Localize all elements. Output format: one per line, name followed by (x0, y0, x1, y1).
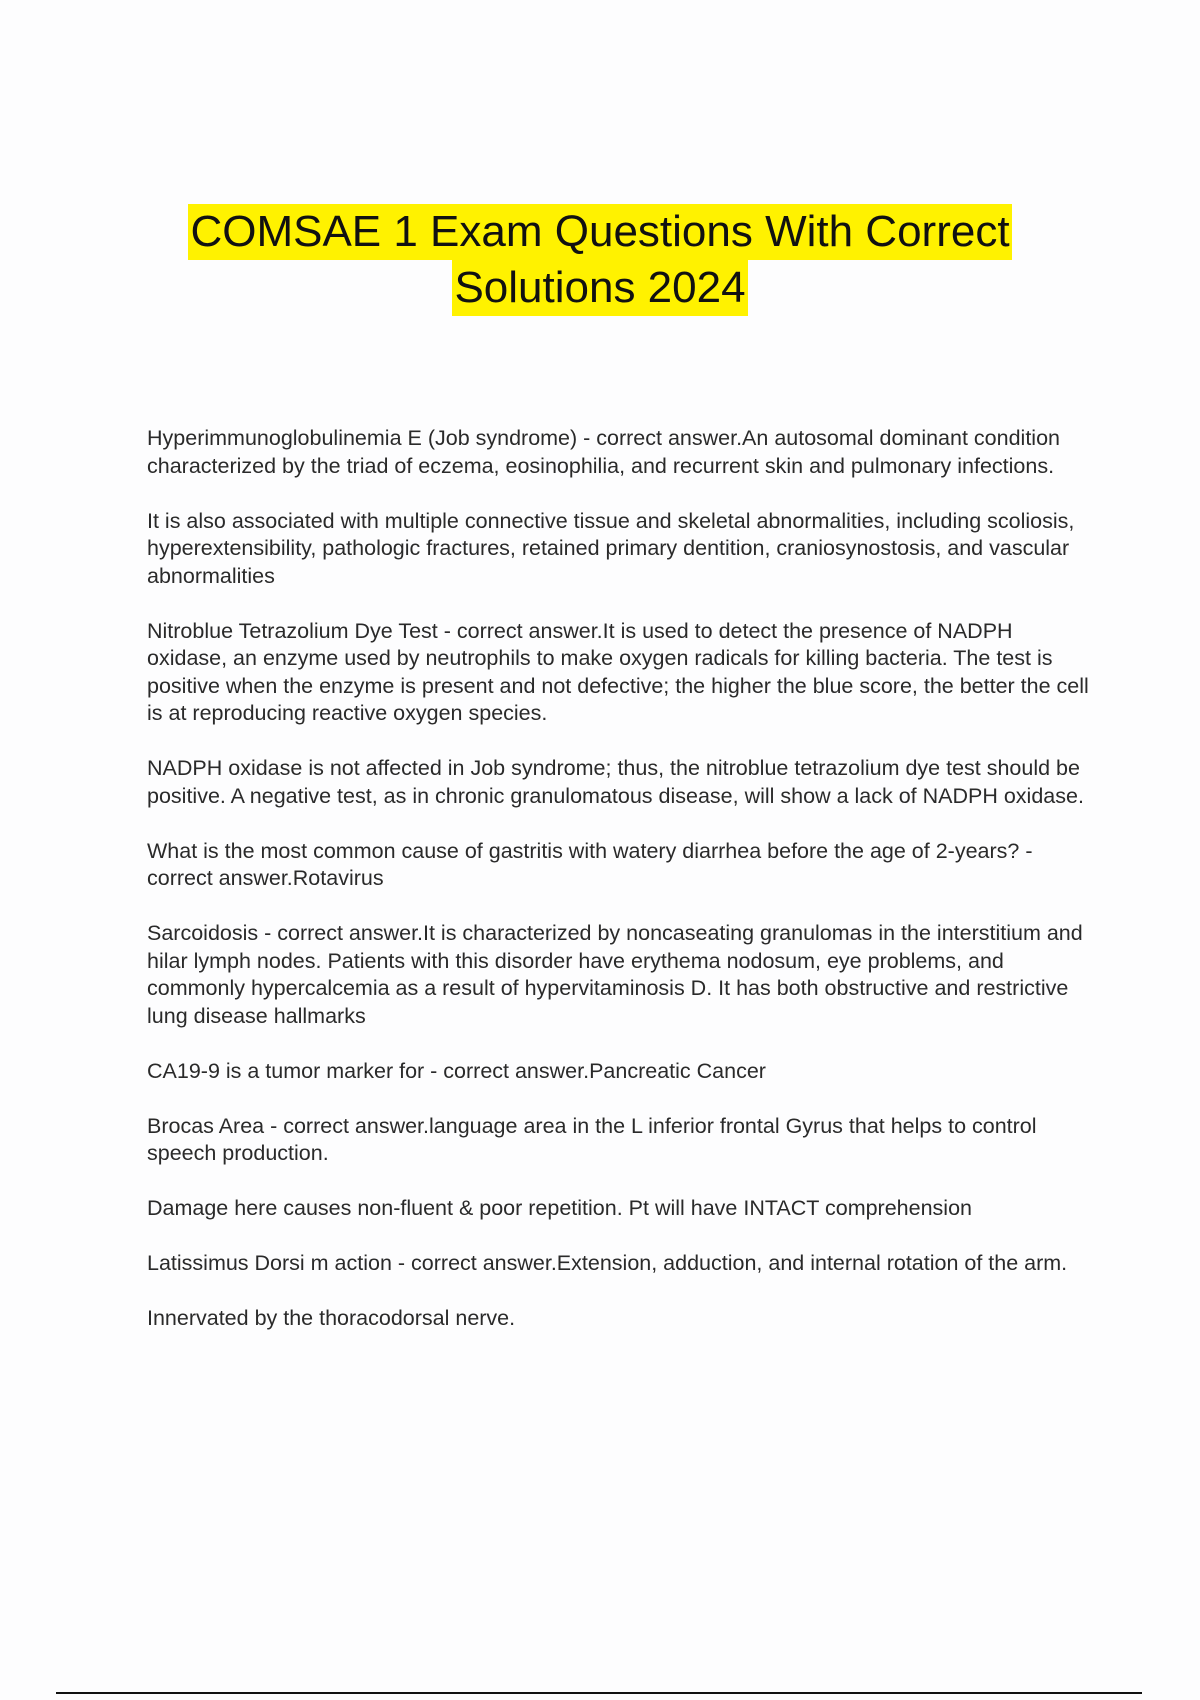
document-title (0, 204, 1200, 316)
paragraph-thoracodorsal-nerve: Innervated by the thoracodorsal nerve. (147, 1306, 516, 1330)
paragraph-ca19-9: CA19-9 is a tumor marker for - correct answer.Pancreatic Cancer (147, 1058, 766, 1083)
document-body (147, 425, 1092, 1360)
paragraph-rotavirus: What is the most common cause of gastritis with watery diarrhea before the age of 2-years? - correct answer.Rotavirus (147, 838, 1033, 890)
paragraph-brocas-area: Brocas Area - correct answer.language area in the L inferior frontal Gyrus that helps to control speech production. (147, 1113, 1037, 1165)
title-line-2: Solutions 2024 (452, 260, 747, 316)
paragraph-sarcoidosis: Sarcoidosis - correct answer.It is characterized by noncaseating granulomas in the interstitium and hilar lymph nodes. Patients with this disorder have erythema nodosum, eye problems, and commonly hypercalcemia as a result of hypervitaminosis D. It has both obstructive and restrictive lung disease hallmarks (147, 921, 1083, 1028)
paragraph-latissimus-dorsi: Latissimus Dorsi m action - correct answer.Extension, adduction, and internal rotation of the arm. (147, 1251, 1068, 1275)
paragraph-brocas-damage: Damage here causes non-fluent & poor repetition. Pt will have INTACT comprehension (147, 1196, 972, 1220)
paragraph-nitroblue-tetrazolium: Nitroblue Tetrazolium Dye Test - correct answer.It is used to detect the presence of NADPH oxidase, an enzyme used by neutrophils to make oxygen radicals for killing bacteria. The test is positive when the enzyme is present and not defective; the higher the blue score, the better the cell is at reproducing reactive oxygen species. (147, 618, 1089, 725)
paragraph-job-syndrome: Hyperimmunoglobulinemia E (Job syndrome) - correct answer.An autosomal dominant condition characterized by the triad of eczema, eosinophilia, and recurrent skin and pulmonary infections. (147, 426, 1060, 478)
paragraph-nadph-oxidase: NADPH oxidase is not affected in Job syndrome; thus, the nitroblue tetrazolium dye test should be positive. A negative test, as in chronic granulomatous disease, will show a lack of NADPH oxidase. (147, 756, 1084, 808)
title-line-1: COMSAE 1 Exam Questions With Correct (188, 204, 1011, 260)
footer-divider (56, 1692, 1142, 1694)
paragraph-job-syndrome-associations: It is also associated with multiple connective tissue and skeletal abnormalities, including scoliosis, hyperextensibility, pathologic fractures, retained primary dentition, craniosynostosis, and vascular abnormalities (147, 508, 1075, 588)
